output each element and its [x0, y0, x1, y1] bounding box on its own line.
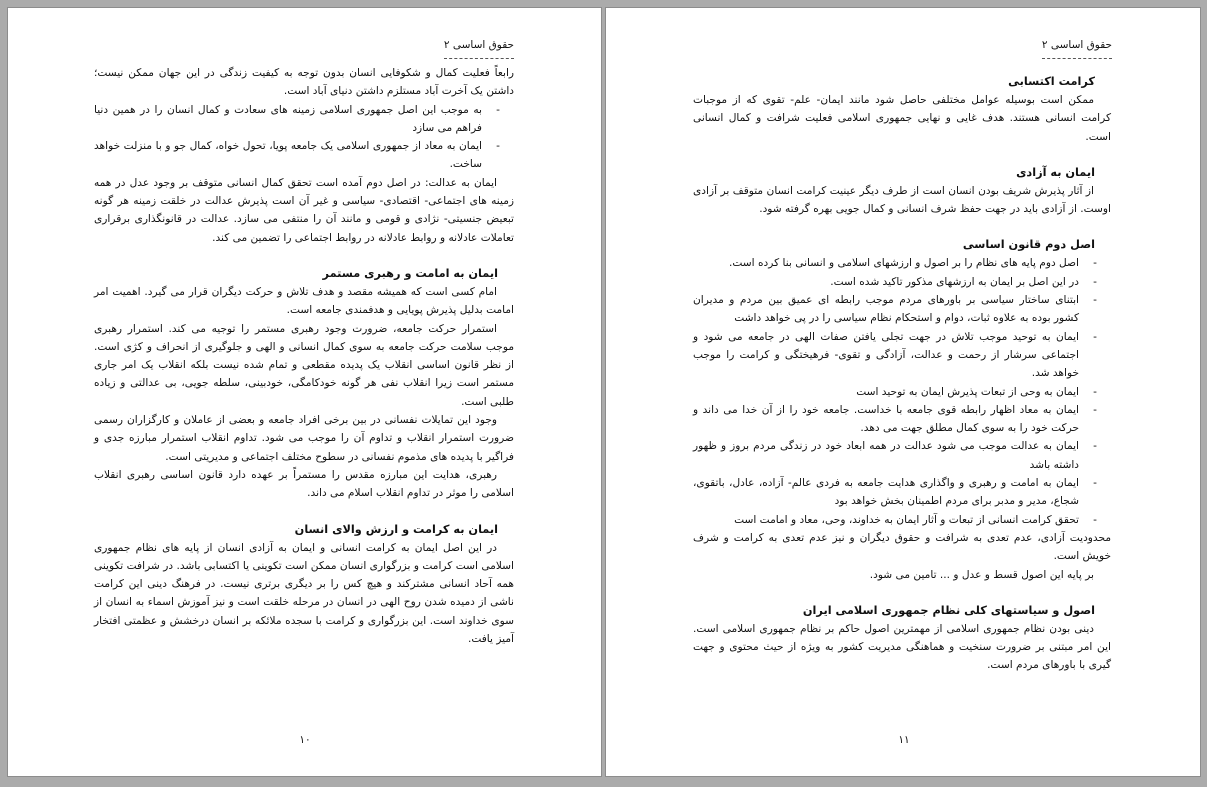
- list-item: [693, 254, 1097, 272]
- list-item-text: تحقق کرامت انسانی از تبعات و آثار ایمان به خداوند، وحی، معاد و امامت است: [734, 513, 1079, 526]
- paragraph: امام کسی است که همیشه مقصد و هدف تلاش و حرکت دیگران قرار می گیرد. اهمیت امر امامت بدلیل پذیرش پویایی و هدفمندی جامعه است.: [94, 285, 514, 317]
- list-item-text: اصل دوم پایه های نظام را بر اصول و ارزشهای اسلامی و انسانی بنا کرده است.: [729, 257, 1079, 270]
- dash-bullet: -: [1093, 294, 1097, 307]
- list-item: [693, 474, 1097, 511]
- principle-bullet-list: [693, 254, 1111, 528]
- list-item: [693, 383, 1097, 401]
- dash-bullet: -: [496, 103, 500, 116]
- list-item-text: ایمان به امامت و رهبری و واگذاری هدایت جامعه به فردی عالم- آزاده، عادل، باتقوی، شجاع، مدیر و مدبر برای مردم اطمینان بخش خواهد بود: [693, 477, 1079, 508]
- paragraph: محدودیت آزادی، عدم تعدی به شرافت و حقوق دیگران و نیز عدم تعدی به کرامت و شرف خویش است.: [693, 531, 1111, 563]
- list-item: [693, 328, 1097, 383]
- list-item-text: ایمان به معاد از جمهوری اسلامی یک جامعه پویا، تحول خواه، کمال جو و با منزلت خواهد ساخت.: [94, 140, 482, 171]
- page-number: ۱۰: [299, 734, 311, 746]
- list-item-text: ایمان به وحی از تبعات پذیرش ایمان به توحید است: [856, 385, 1079, 398]
- list-item: [94, 137, 500, 174]
- paragraph: دینی بودن نظام جمهوری اسلامی از مهمترین اصول حاکم بر نظام جمهوری اسلامی است. این امر مبتنی بر ضرورت سنخیت و هماهنگی مدیریت کشور به ویژه از حیث محتوی و جهت گیری با باورهای مردم است.: [693, 622, 1111, 672]
- list-item-text: ابتنای ساختار سیاسی بر باورهای مردم موجب رابطه ای عمیق بین مردم و مدیران کشور بوده به علاوه ثبات، دوام و استحکام نظام سیاسی را در پی خواهد داشت: [693, 294, 1079, 325]
- page-body: [94, 64, 514, 648]
- dash-bullet: -: [1093, 385, 1097, 398]
- section-heading: کرامت اکتسابی: [1008, 75, 1095, 88]
- page-body: [693, 64, 1111, 675]
- paragraph: رهبری، هدایت این مبارزه مقدس را مستمراً بر عهده دارد قانون اساسی رهبری انقلاب اسلامی را موثر در تداوم انقلاب اسلام می داند.: [94, 468, 514, 500]
- intro-bullet-list: [94, 101, 514, 174]
- list-item-text: ایمان به معاد اظهار رابطه قوی جامعه با خداست. جامعه خود را از آن خدا می داند و حرکت خود را به سوی کمال مطلق جهت می دهد.: [693, 403, 1079, 435]
- page-10: [7, 7, 602, 777]
- dash-bullet: -: [1093, 513, 1097, 526]
- list-item-text: ایمان به عدالت موجب می شود عدالت در همه ابعاد خود در زندگی مردم بروز و ظهور داشته باشد: [693, 440, 1079, 471]
- dash-bullet: -: [1093, 403, 1097, 416]
- running-header: حقوق اساسی ۲: [443, 39, 514, 51]
- paragraph: از آثار پذیرش شریف بودن انسان است از طرف دیگر عینیت کرامت انسان متوقف بر آزادی اوست. از آزادی باید در جهت حفظ شرف انسانی و کمال جویی بهره گرفته شود.: [693, 184, 1111, 216]
- dash-bullet: -: [496, 140, 500, 153]
- section-heading: اصول و سیاستهای کلی نظام جمهوری اسلامی ایران: [802, 603, 1095, 617]
- section-heading: ایمان به آزادی: [1016, 165, 1095, 179]
- list-item: [693, 511, 1097, 529]
- list-item-text: ایمان به توحید موجب تلاش در جهت تجلی یافتن صفات الهی در جامعه می شود و اجتماعی سرشار از رحمت و عدالت، آزادگی و تقوی- فرهیختگی و کرامت را موجب خواهد شد.: [693, 330, 1079, 380]
- section-heading: ایمان به امامت و رهبری مستمر: [322, 266, 498, 280]
- list-item-text: در این اصل بر ایمان به ارزشهای مذکور تاکید شده است.: [830, 275, 1079, 288]
- list-item: [693, 273, 1097, 291]
- header-rule: [444, 58, 514, 59]
- section-heading: اصل دوم قانون اساسی: [962, 238, 1095, 252]
- paragraph: وجود این تمایلات نفسانی در بین برخی افراد جامعه و بعضی از عاملان و کارگزاران رسمی ضرورت استمرار انقلاب و تداوم آن را موجب می شود. تداوم انقلاب استمرار مبارزه جدی و فراگیر با پدیده های مذموم نفسانی در سطوح مختلف اجتماعی و مدیریتی است.: [94, 414, 514, 463]
- header-rule: [1042, 58, 1112, 59]
- paragraph: ممکن است بوسیله عوامل مختلفی حاصل شود مانند ایمان- علم- تقوی که از موجبات کرامت انسانی هستند. هدف غایی و نهایی جمهوری اسلامی فعلیت شرافت و کمال انسانی است.: [693, 94, 1111, 143]
- list-item-text: به موجب این اصل جمهوری اسلامی زمینه های سعادت و کمال انسان را در همین دنیا فراهم می سازد: [94, 103, 482, 134]
- list-item: [693, 437, 1097, 474]
- dash-bullet: -: [1093, 477, 1097, 490]
- dash-bullet: -: [1093, 275, 1097, 288]
- list-item: [94, 101, 500, 138]
- paragraph: در این اصل ایمان به کرامت انسانی و ایمان به آزادی انسان از پایه های نظام جمهوری اسلامی است کرامت و بزرگواری انسان ممکن است تکوینی یا اکتسابی باشد. در شرافت تکوینی همه آحاد انسانی مشترکند و هیچ کس را بر دیگری برتری نیست. در فرهنگ دینی این کرامت ناشی از دمیده شدن روح الهی در انسان در مرحله خلقت است و نیز آموزش اسماء به انسان از سوی خداوند است. این بزرگواری و کرامت با سجده ملائکه بر انسان درخشش و عظمتی افتخار آمیز یافت.: [94, 541, 514, 646]
- list-item: [693, 291, 1097, 328]
- dash-bullet: -: [1093, 330, 1097, 343]
- section-heading: ایمان به کرامت و ارزش والای انسان: [294, 522, 498, 536]
- dash-bullet: -: [1093, 440, 1097, 453]
- page-number: ۱۱: [898, 734, 910, 746]
- justice-paragraph: ایمان به عدالت: در اصل دوم آمده است تحقق کمال انسانی متوقف بر وجود عدل در همه زمینه های اجتماعی- اقتصادی- سیاسی و غیر آن است پذیرش عدالت در خلقت زمینه هر گونه تبعیض جنسیتی- نژادی و قومی و مانند آن را منتفی می سازد. عدالت در قانونگذاری برقراری تعاملات عادلانه و روابط عادلانه در روابط اجتماعی را تضمین می کند.: [94, 176, 514, 244]
- page-11: [605, 7, 1201, 777]
- dash-bullet: -: [1093, 257, 1097, 270]
- list-item: [693, 401, 1097, 438]
- paragraph: استمرار حرکت جامعه، ضرورت وجود رهبری مستمر را توجیه می کند. استمرار رهبری موجب سلامت حرکت جامعه به سوی کمال انسانی و الهی و جلوگیری از انحراف و کژی است. از نظر قانون اساسی انقلاب یک پدیده مقطعی و تمام شده نیست بلکه انقلاب یک امر جاری مستمر است زیرا انقلاب نفی هر گونه خودکامگی، خودبینی، سلطه جویی، بی عدالتی و زیاده طلبی است.: [94, 322, 514, 408]
- paragraph: بر پایه این اصول قسط و عدل و ... تامین می شود.: [869, 568, 1094, 581]
- running-header: حقوق اساسی ۲: [1041, 39, 1112, 51]
- intro-paragraph: رابعاً فعلیت کمال و شکوفایی انسان بدون توجه به کیفیت زندگی در این جهان ممکن نیست؛ داشتن یک آخرت آباد مستلزم داشتن دنیای آباد است.: [94, 67, 514, 98]
